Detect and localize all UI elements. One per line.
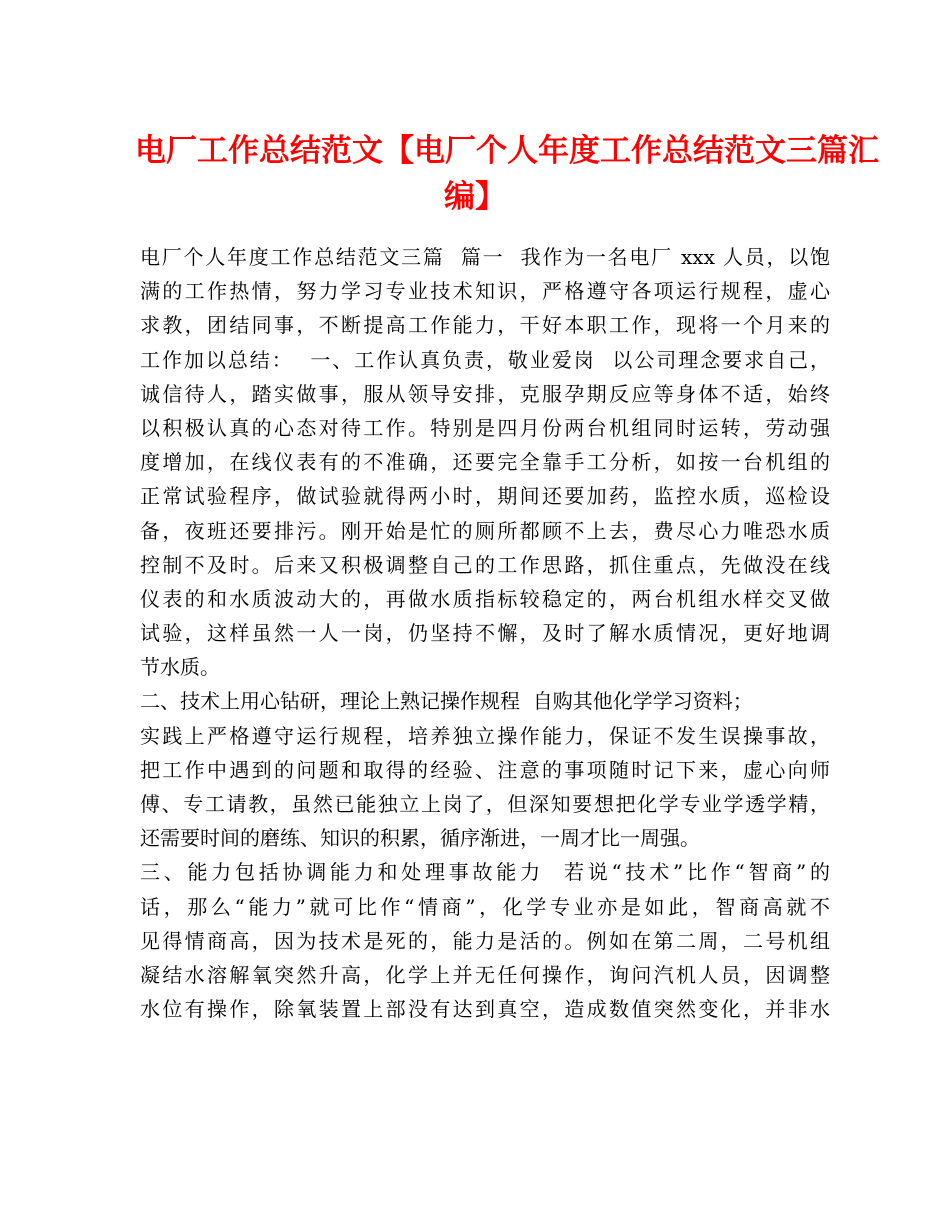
document-title bbox=[135, 128, 879, 220]
body-line: 仪表的和水质波动大的，再做水质指标较稳定的，两台机组水样交叉做 bbox=[140, 586, 830, 611]
document-body bbox=[140, 240, 830, 1026]
body-line: 工作加以总结： 一、工作认真负责，敬业爱岗 以公司理念要求自己， bbox=[140, 347, 830, 372]
body-line: 三、能力包括协调能力和处理事故能力 若说“技术”比作“智商”的 bbox=[140, 860, 830, 885]
body-line: 实践上严格遵守运行规程，培养独立操作能力，保证不发生误操事故， bbox=[140, 723, 830, 748]
body-line: 二、技术上用心钻研，理论上熟记操作规程 自购其他化学学习资料； bbox=[140, 689, 753, 714]
body-line: 备，夜班还要排污。刚开始是忙的厕所都顾不上去，费尽心力唯恐水质 bbox=[140, 518, 830, 543]
body-line: 正常试验程序，做试验就得两小时，期间还要加药，监控水质，巡检设 bbox=[140, 484, 830, 509]
body-line: 求教，团结同事，不断提高工作能力，干好本职工作，现将一个月来的 bbox=[140, 313, 830, 338]
body-line: 把工作中遇到的问题和取得的经验、注意的事项随时记下来，虚心向师 bbox=[140, 757, 830, 782]
title-line-1: 电厂工作总结范文【电厂个人年度工作总结范文三篇汇 bbox=[135, 133, 879, 169]
body-line: 傅、专工请教，虽然已能独立上岗了，但深知要想把化学专业学透学精， bbox=[140, 792, 830, 816]
body-line: 以积极认真的心态对待工作。特别是四月份两台机组同时运转，劳动强 bbox=[140, 415, 830, 440]
body-line: 见得情商高，因为技术是死的，能力是活的。例如在第二周，二号机组 bbox=[140, 928, 830, 953]
body-line: 试验，这样虽然一人一岗，仍坚持不懈，及时了解水质情况，更好地调 bbox=[140, 621, 830, 646]
body-line: 话，那么“能力”就可比作“情商”，化学专业亦是如此，智商高就不 bbox=[140, 894, 830, 919]
body-line: 凝结水溶解氧突然升高，化学上并无任何操作，询问汽机人员，因调整 bbox=[140, 962, 830, 987]
title-line-2: 编】 bbox=[444, 179, 506, 215]
body-line: 还需要时间的磨练、知识的积累，循序渐进，一周才比一周强。 bbox=[140, 826, 700, 851]
body-line: 电厂个人年度工作总结范文三篇 篇一 我作为一名电厂 xxx 人员，以饱 bbox=[140, 245, 830, 269]
body-line: 满的工作热情，努力学习专业技术知识，严格遵守各项运行规程，虚心 bbox=[140, 279, 830, 304]
body-line: 控制不及时。后来又积极调整自己的工作思路，抓住重点，先做没在线 bbox=[140, 552, 830, 577]
body-line: 度增加，在线仪表有的不准确，还要完全靠手工分析，如按一台机组的 bbox=[140, 450, 830, 475]
body-line: 水位有操作，除氧装置上部没有达到真空，造成数值突然变化，并非水 bbox=[140, 997, 830, 1022]
body-line: 节水质。 bbox=[140, 655, 220, 680]
body-line: 诚信待人，踏实做事，服从领导安排，克服孕期反应等身体不适，始终 bbox=[140, 381, 830, 406]
